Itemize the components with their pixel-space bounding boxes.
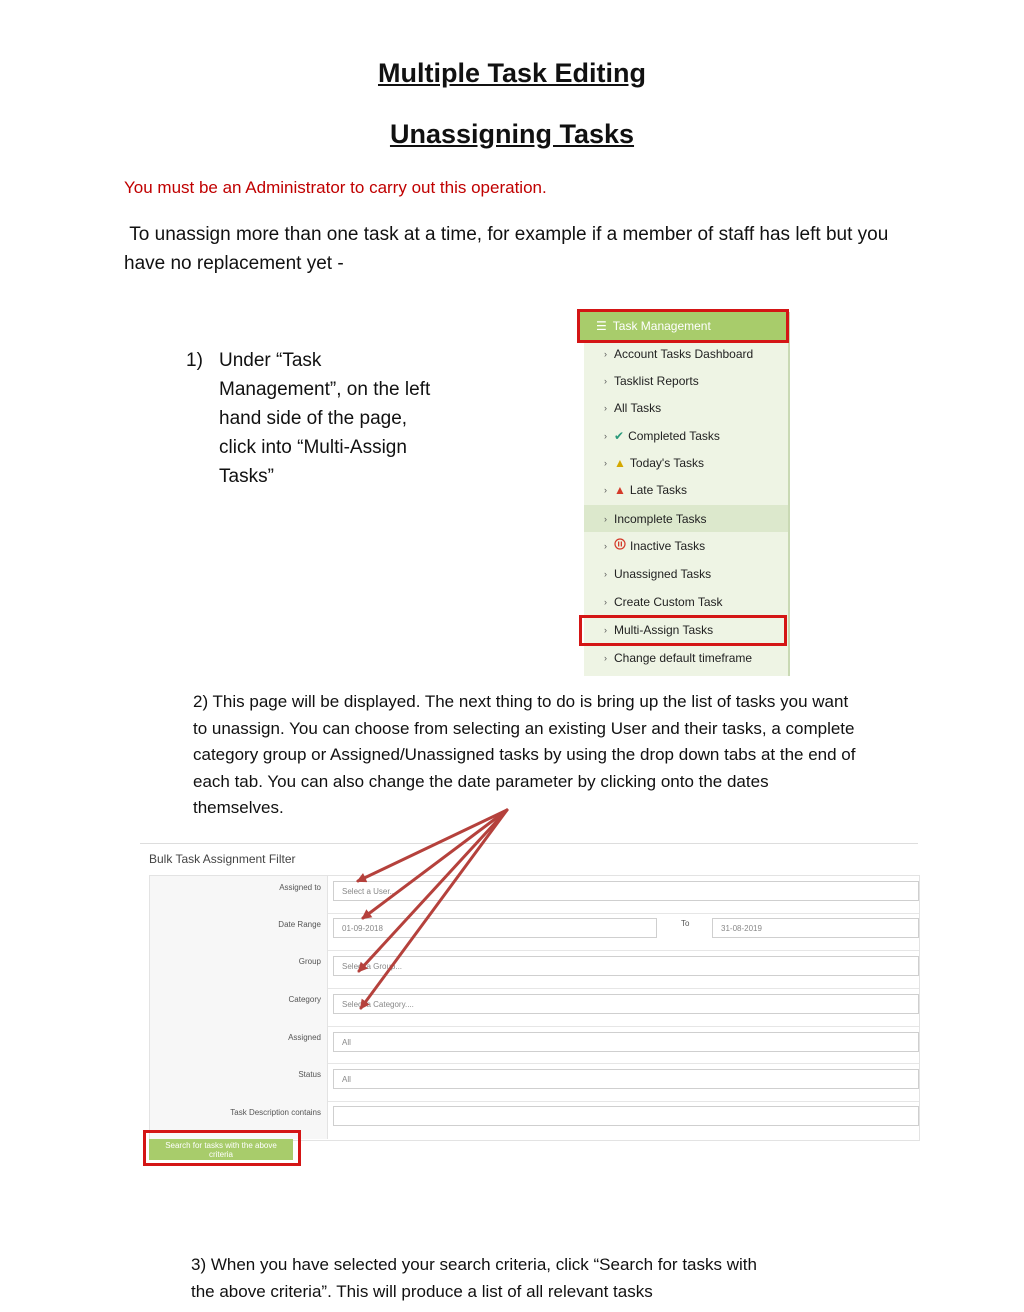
status-label: Status [150,1063,328,1101]
category-label: Category [150,988,328,1026]
date-from-input[interactable]: 01-09-2018 [333,918,657,938]
chevron-right-icon: › [604,513,607,524]
group-label: Group [150,950,328,988]
step-3-paragraph: 3) When you have selected your search criteria, click “Search for tasks with the above criteria”. This will produce a list of all relevant tasks [191,1255,757,1301]
task-description-label: Task Description contains [150,1101,328,1139]
sidebar-item-label: Inactive Tasks [630,538,706,553]
warning-icon: ▲ [614,455,626,470]
chevron-right-icon: › [604,624,607,635]
sidebar-header-label: Task Management [612,319,711,333]
arrow-to-assigned-to [358,810,507,881]
sidebar-item-label: Account Tasks Dashboard [614,346,754,361]
chevron-right-icon: › [604,457,607,468]
arrow-to-date-range [363,810,507,918]
check-icon: ✔ [614,428,625,443]
sidebar-item-label: Unassigned Tasks [614,566,712,581]
sidebar-item-label: Create Custom Task [614,594,723,609]
section-heading: Unassigning Tasks [389,119,635,149]
chevron-right-icon: › [604,375,607,386]
date-to-input[interactable]: 31-08-2019 [712,918,919,938]
chevron-right-icon: › [604,430,607,441]
step-1-number: 1) [186,350,203,371]
group-select[interactable]: Select a Group... [333,956,919,976]
sidebar-item-label: Completed Tasks [628,428,720,443]
chevron-right-icon: › [604,402,607,413]
document-title: Multiple Task Editing [377,58,646,88]
alert-icon: ▲ [614,482,626,497]
sidebar-item-label: Multi-Assign Tasks [614,622,714,637]
category-select[interactable]: Select a Category.... [333,994,919,1014]
sidebar-item-label: Change default timeframe [614,650,753,665]
status-select[interactable]: All [333,1069,919,1089]
search-tasks-button[interactable]: Search for tasks with the above criteria [149,1139,293,1160]
sidebar-item-label: Late Tasks [629,482,688,497]
step-2-paragraph: 2) This page will be displayed. The next thing to do is bring up the list of tasks you want to unassign. You can choose from selecting an existing User and their tasks, a complete category group or Assigned/Unassigned tasks by using the drop down tabs at the end of each tab. You can also change the date parameter by clicking onto the dates themselves. [193,692,856,817]
date-range-label: Date Range [150,913,328,950]
admin-warning: You must be an Administrator to carry out this operation. [124,178,547,197]
assigned-to-select[interactable]: Select a User... [333,881,919,901]
sidebar-item-label: All Tasks [614,400,662,415]
chevron-right-icon: › [604,568,607,579]
sidebar-item-label: Today's Tasks [629,455,704,470]
chevron-right-icon: › [604,348,607,359]
arrow-to-group [359,810,507,971]
chevron-right-icon: › [604,596,607,607]
assigned-label: Assigned [150,1026,328,1063]
intro-paragraph: To unassign more than one task at a time, for example if a member of staff has left but you have no replacement yet - [124,224,894,274]
chevron-right-icon: › [604,652,607,663]
sidebar-item-label: Incomplete Tasks [614,511,707,526]
assigned-select[interactable]: All [333,1032,919,1052]
list-icon: ☰ [596,319,607,333]
chevron-right-icon: › [604,484,607,495]
chevron-right-icon: › [604,540,607,551]
sidebar-item-label: Tasklist Reports [614,373,699,388]
assigned-to-label: Assigned to [150,876,328,913]
step-1-text: Under “Task Management”, on the left hand side of the page, click into “Multi-Assign Tasks” [219,350,431,487]
arrow-to-category [361,810,507,1008]
form-title: Bulk Task Assignment Filter [149,852,296,866]
date-to-label: To [681,919,690,928]
